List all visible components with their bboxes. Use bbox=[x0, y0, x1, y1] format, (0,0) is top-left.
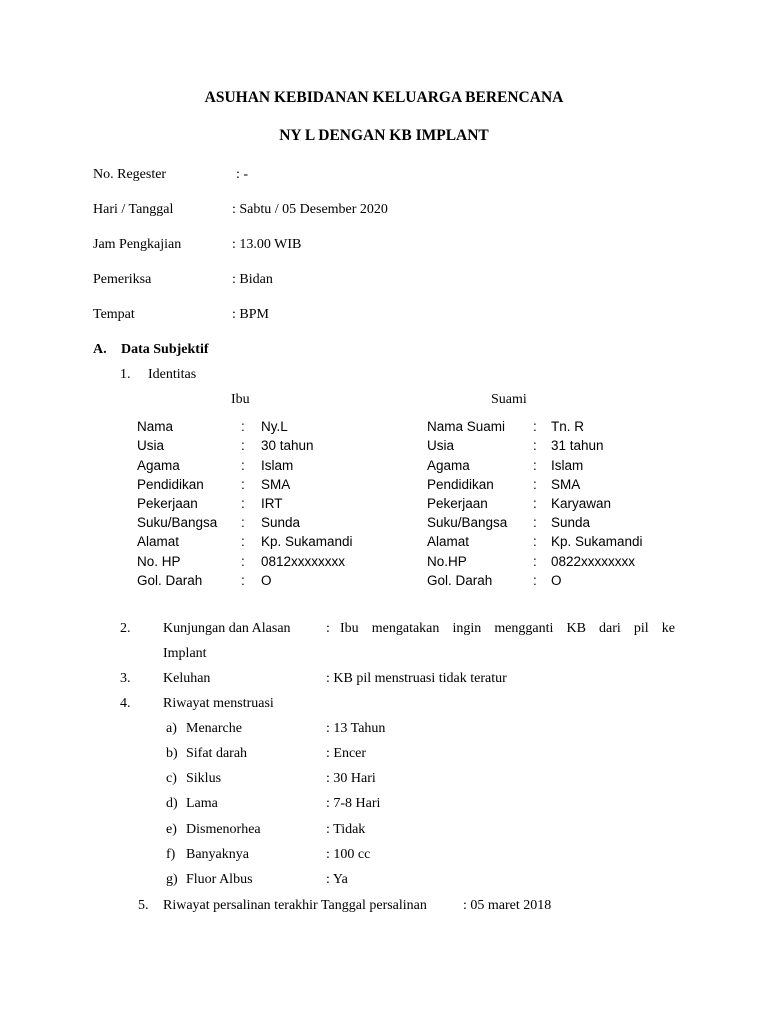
field-label-no-regester: No. Regester bbox=[93, 167, 167, 182]
ibu-colon: : bbox=[241, 438, 245, 453]
ibu-value: Islam bbox=[261, 458, 294, 473]
suami-label: Pekerjaan bbox=[427, 496, 488, 511]
suami-label: Usia bbox=[427, 438, 455, 453]
identitas-number: 1. bbox=[120, 367, 131, 382]
kunjungan-word: mengganti bbox=[494, 621, 554, 636]
document-subtitle: NY L DENGAN KB IMPLANT bbox=[279, 127, 489, 144]
suami-label: Pendidikan bbox=[427, 477, 494, 492]
field-value-jam-pengkajian: : 13.00 WIB bbox=[232, 237, 302, 252]
kunjungan-word: pil bbox=[633, 621, 649, 636]
ibu-label: No. HP bbox=[137, 554, 181, 569]
item-label: Dismenorhea bbox=[186, 822, 261, 837]
suami-colon: : bbox=[533, 477, 537, 492]
document-title: ASUHAN KEBIDANAN KELUARGA BERENCANA bbox=[204, 89, 564, 106]
item-letter: a) bbox=[166, 721, 177, 736]
ibu-colon: : bbox=[241, 554, 245, 569]
suami-value: SMA bbox=[551, 477, 581, 492]
suami-value: Karyawan bbox=[551, 496, 612, 511]
keluhan-value: : KB pil menstruasi tidak teratur bbox=[326, 671, 507, 686]
ibu-value: 0812xxxxxxxx bbox=[261, 554, 346, 569]
item-value: : 100 cc bbox=[326, 847, 371, 862]
ibu-colon: : bbox=[241, 477, 245, 492]
ibu-header: Ibu bbox=[231, 392, 250, 407]
kunjungan-word: ingin bbox=[452, 621, 482, 636]
item-value: : Encer bbox=[326, 746, 367, 761]
ibu-colon: : bbox=[241, 534, 245, 549]
item-letter: d) bbox=[166, 796, 178, 811]
suami-colon: : bbox=[533, 438, 537, 453]
item-value: : Tidak bbox=[326, 822, 366, 837]
suami-label: Suku/Bangsa bbox=[427, 515, 508, 530]
ibu-label: Gol. Darah bbox=[137, 573, 203, 588]
suami-colon: : bbox=[533, 496, 537, 511]
item-label: Fluor Albus bbox=[186, 872, 253, 887]
item-label: Lama bbox=[186, 796, 218, 811]
item-label: Sifat darah bbox=[186, 746, 248, 761]
item-letter: e) bbox=[166, 822, 177, 837]
ibu-label: Agama bbox=[137, 458, 180, 473]
kunjungan-value-line2: Implant bbox=[163, 646, 207, 661]
suami-colon: : bbox=[533, 534, 537, 549]
item-label: Siklus bbox=[186, 771, 222, 786]
kunjungan-colon: : bbox=[326, 621, 330, 636]
suami-label: No.HP bbox=[427, 554, 467, 569]
field-label-jam-pengkajian: Jam Pengkajian bbox=[93, 237, 182, 252]
ibu-label: Pendidikan bbox=[137, 477, 204, 492]
field-label-tempat: Tempat bbox=[93, 307, 135, 322]
ibu-colon: : bbox=[241, 419, 245, 434]
ibu-label: Nama bbox=[137, 419, 174, 434]
ibu-value: O bbox=[261, 573, 272, 588]
suami-value: Tn. R bbox=[551, 419, 585, 434]
riwayat-persalinan-number: 5. bbox=[138, 898, 149, 913]
ibu-label: Suku/Bangsa bbox=[137, 515, 218, 530]
riwayat-menstruasi-label: Riwayat menstruasi bbox=[163, 696, 274, 711]
suami-colon: : bbox=[533, 554, 537, 569]
suami-value: 31 tahun bbox=[551, 438, 604, 453]
suami-colon: : bbox=[533, 515, 537, 530]
identitas-label: Identitas bbox=[148, 367, 197, 382]
kunjungan-word: Ibu bbox=[340, 621, 359, 636]
item-value: : 13 Tahun bbox=[326, 721, 386, 736]
kunjungan-word: ke bbox=[661, 621, 675, 636]
keluhan-label: Keluhan bbox=[163, 671, 211, 686]
section-a-title: Data Subjektif bbox=[121, 342, 209, 357]
suami-value: Kp. Sukamandi bbox=[551, 534, 643, 549]
suami-value: Sunda bbox=[551, 515, 591, 530]
ibu-value: IRT bbox=[261, 496, 283, 511]
suami-colon: : bbox=[533, 458, 537, 473]
suami-header: Suami bbox=[491, 392, 527, 407]
ibu-label: Usia bbox=[137, 438, 165, 453]
riwayat-persalinan-label: Riwayat persalinan terakhir Tanggal persalinan bbox=[163, 898, 427, 913]
kunjungan-word: dari bbox=[599, 621, 621, 636]
item-letter: g) bbox=[166, 872, 178, 887]
section-a-letter: A. bbox=[93, 342, 107, 357]
field-value-hari-tanggal: : Sabtu / 05 Desember 2020 bbox=[232, 202, 388, 217]
suami-colon: : bbox=[533, 419, 537, 434]
field-value-no-regester: : - bbox=[236, 167, 249, 182]
field-value-pemeriksa: : Bidan bbox=[232, 272, 273, 287]
keluhan-number: 3. bbox=[120, 671, 131, 686]
item-letter: b) bbox=[166, 746, 178, 761]
kunjungan-value-line1 bbox=[340, 620, 675, 638]
item-value: : 7-8 Hari bbox=[326, 796, 381, 811]
field-label-hari-tanggal: Hari / Tanggal bbox=[93, 202, 174, 217]
riwayat-menstruasi-number: 4. bbox=[120, 696, 131, 711]
item-label: Banyaknya bbox=[186, 847, 249, 862]
ibu-value: Kp. Sukamandi bbox=[261, 534, 353, 549]
ibu-value: Ny.L bbox=[261, 419, 288, 434]
item-value: : Ya bbox=[326, 872, 348, 887]
ibu-value: SMA bbox=[261, 477, 291, 492]
kunjungan-word: mengatakan bbox=[371, 621, 440, 636]
kunjungan-label: Kunjungan dan Alasan bbox=[163, 621, 291, 636]
ibu-label: Alamat bbox=[137, 534, 180, 549]
suami-colon: : bbox=[533, 573, 537, 588]
suami-value: O bbox=[551, 573, 562, 588]
ibu-label: Pekerjaan bbox=[137, 496, 198, 511]
suami-label: Gol. Darah bbox=[427, 573, 493, 588]
item-value: : 30 Hari bbox=[326, 771, 376, 786]
field-label-pemeriksa: Pemeriksa bbox=[93, 272, 152, 287]
suami-label: Nama Suami bbox=[427, 419, 506, 434]
kunjungan-word: KB bbox=[566, 621, 586, 636]
kunjungan-number: 2. bbox=[120, 621, 131, 636]
ibu-colon: : bbox=[241, 496, 245, 511]
ibu-value: 30 tahun bbox=[261, 438, 314, 453]
item-letter: f) bbox=[166, 847, 176, 862]
item-letter: c) bbox=[166, 771, 177, 786]
suami-label: Alamat bbox=[427, 534, 470, 549]
ibu-colon: : bbox=[241, 458, 245, 473]
riwayat-persalinan-value: : 05 maret 2018 bbox=[463, 898, 552, 913]
ibu-colon: : bbox=[241, 573, 245, 588]
suami-label: Agama bbox=[427, 458, 470, 473]
ibu-value: Sunda bbox=[261, 515, 301, 530]
suami-value: Islam bbox=[551, 458, 584, 473]
field-value-tempat: : BPM bbox=[232, 307, 269, 322]
item-label: Menarche bbox=[186, 721, 242, 736]
ibu-colon: : bbox=[241, 515, 245, 530]
suami-value: 0822xxxxxxxx bbox=[551, 554, 636, 569]
